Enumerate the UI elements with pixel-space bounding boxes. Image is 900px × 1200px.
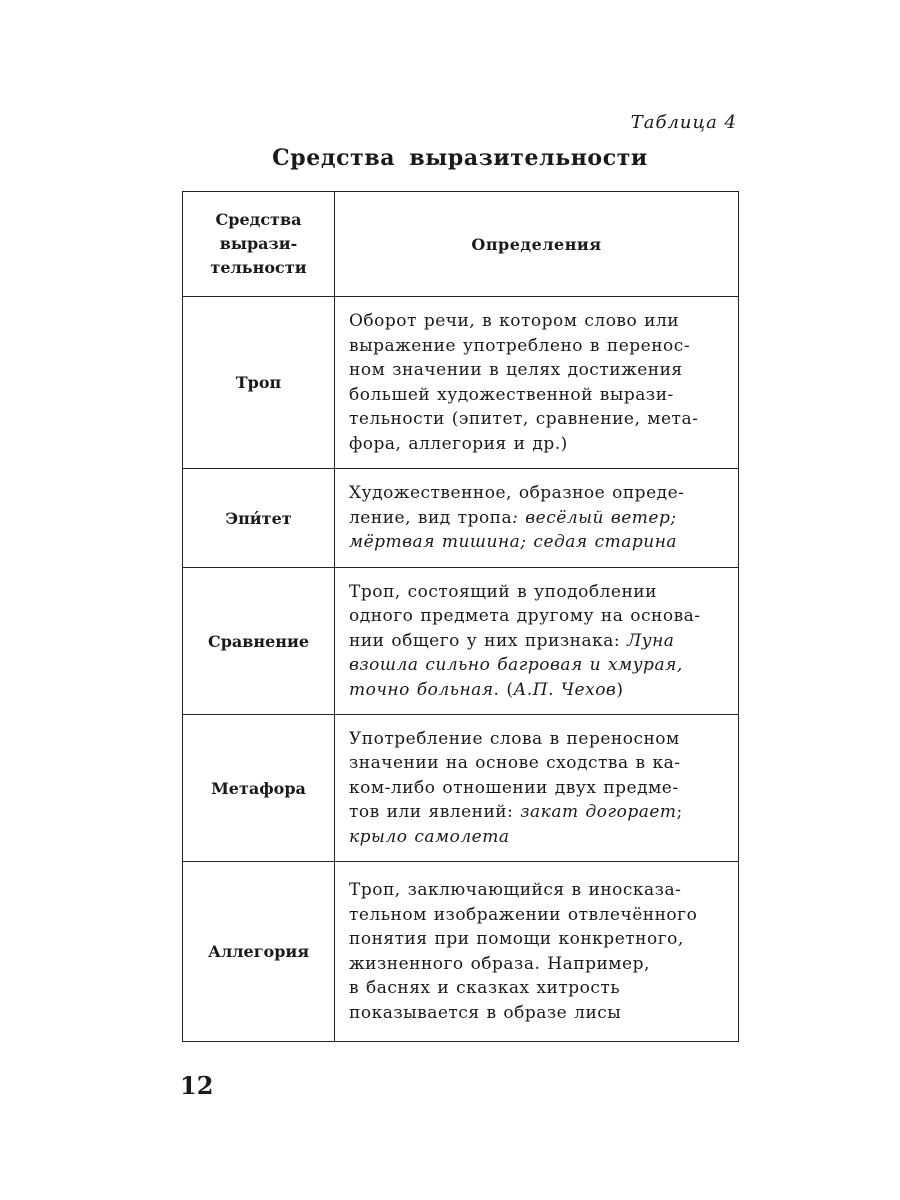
definition-text: ) [616,679,624,700]
definition-cell [335,297,739,469]
definition-cell [335,568,739,715]
table-label: Таблица 4 [630,112,737,133]
definition-text: . ( [493,679,514,700]
definition-line: выражение употреблено в перенос- [349,335,691,356]
definition-cell [335,715,739,862]
example-text: Луна [627,630,675,651]
definition-line: одного предмета другому на основа- [349,606,701,627]
definition-line: большей художественной вырази- [349,384,674,405]
table-row [183,297,739,469]
table-row [183,469,739,568]
definition-text: тов или явлений: [349,802,521,823]
table-row [183,715,739,862]
definition-line: показывается в образе лисы [349,1002,622,1023]
definition-line [349,629,724,654]
header-definition-cell: Определения [335,192,739,297]
definition-line: Употребление слова в переносном [349,728,680,749]
definition-line [349,506,724,531]
definition-line: Художественное, образное опреде- [349,483,685,504]
definition-line: тельности (эпитет, сравнение, мета- [349,409,699,429]
definition-line [349,678,724,703]
example-text: точно больная [349,679,494,700]
example-line: мёртвая тишина; седая старина [349,532,678,553]
definition-line [349,800,724,825]
term-cell: Метафора [183,715,335,862]
table-header-row [183,192,739,297]
expressive-means-table [182,191,739,1042]
term-cell: Троп [183,297,335,469]
definition-cell [335,862,739,1042]
page-number: 12 [180,1071,214,1100]
term-cell: Эпи́тет [183,469,335,568]
term-cell: Сравнение [183,568,335,715]
term-cell: Аллегория [183,862,335,1042]
definition-line: в баснях и сказках хитрость [349,978,621,998]
table-row [183,862,739,1042]
definition-line: понятия при помощи конкретного, [349,929,684,949]
author-text: А.П. Чехов [513,679,617,700]
definition-line: ком-либо отношении двух предме- [349,777,679,798]
example-text: : весёлый ветер; [512,507,677,528]
definition-line: значении на основе сходства в ка- [349,753,681,774]
definition-text: ление, вид тропа [349,507,513,528]
example-line: крыло самолета [349,826,510,847]
definition-text: ; [676,802,683,823]
example-line: взошла сильно багровая и хмурая, [349,655,683,676]
definition-line: фора, аллегория и др.) [349,433,568,454]
header-term-cell [183,192,335,297]
definition-cell [335,469,739,568]
header-term-line: вырази- [219,234,298,253]
page-title: Средства выразительности [272,145,648,171]
header-term-line: Средства [215,210,302,229]
header-term-line: тельности [210,258,307,277]
definition-line: Троп, состоящий в уподоблении [349,581,657,602]
table-row [183,568,739,715]
definition-line: тельном изображении отвлечённого [349,904,698,925]
definition-line: жизненного образа. Например, [349,953,650,974]
definition-text: нии общего у них признака: [349,630,628,651]
definition-line: ном значении в целях достижения [349,360,683,380]
example-text: закат догорает [520,802,677,823]
definition-line: Троп, заключающийся в иносказа- [349,880,682,900]
definition-line: Оборот речи, в котором слово или [349,311,680,331]
